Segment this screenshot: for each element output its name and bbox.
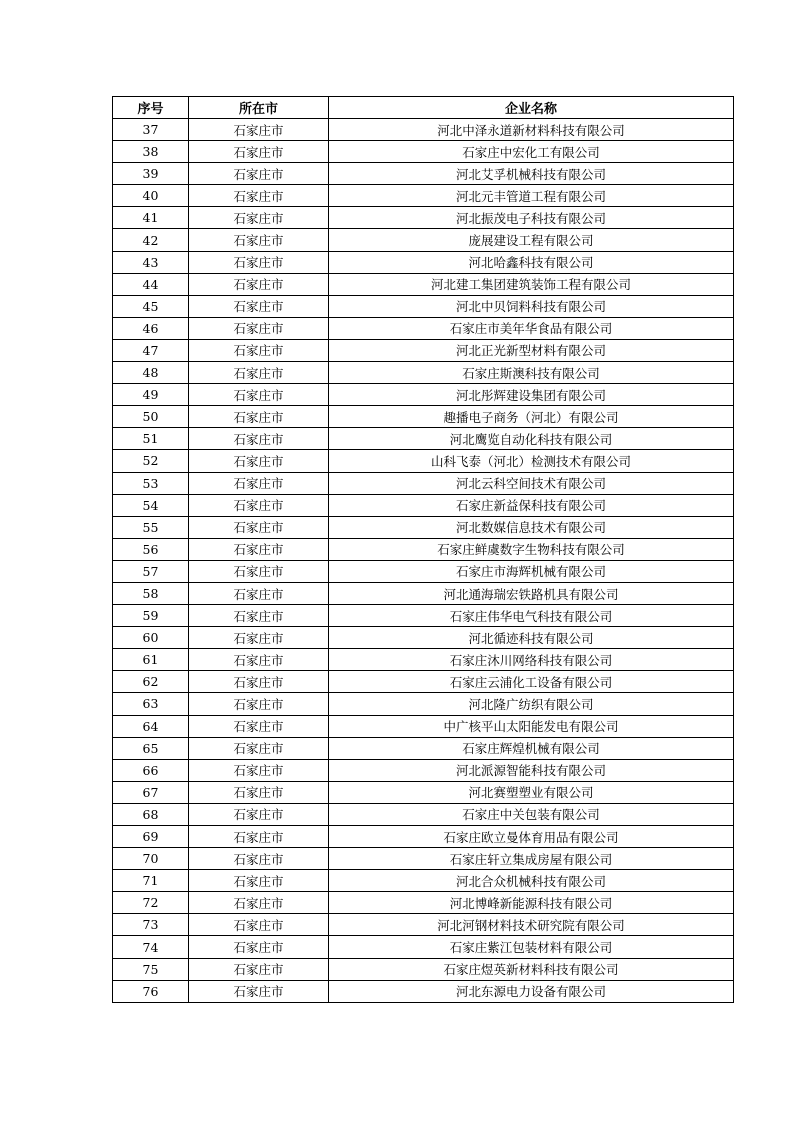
row-city: 石家庄市 [189,715,329,737]
row-serial-number: 45 [113,295,189,317]
row-company-name: 石家庄云浦化工设备有限公司 [329,671,734,693]
row-company-name: 河北云科空间技术有限公司 [329,472,734,494]
table-row [113,185,734,207]
row-serial-number: 39 [113,163,189,185]
row-company-name: 河北博峰新能源科技有限公司 [329,892,734,914]
table-row [113,671,734,693]
row-city: 石家庄市 [189,649,329,671]
row-city: 石家庄市 [189,251,329,273]
row-city: 石家庄市 [189,472,329,494]
row-company-name: 石家庄中关包装有限公司 [329,803,734,825]
header-company-name: 企业名称 [329,97,734,119]
row-company-name: 河北正光新型材料有限公司 [329,339,734,361]
row-serial-number: 53 [113,472,189,494]
row-company-name: 河北东源电力设备有限公司 [329,980,734,1002]
row-serial-number: 60 [113,627,189,649]
row-company-name: 河北派源智能科技有限公司 [329,759,734,781]
row-serial-number: 59 [113,605,189,627]
table-row [113,494,734,516]
row-company-name: 石家庄鲜虞数字生物科技有限公司 [329,538,734,560]
header-serial-number: 序号 [113,97,189,119]
row-company-name: 河北中泽永道新材料科技有限公司 [329,119,734,141]
row-serial-number: 37 [113,119,189,141]
row-serial-number: 38 [113,141,189,163]
row-city: 石家庄市 [189,450,329,472]
row-serial-number: 71 [113,870,189,892]
table-row [113,803,734,825]
table-row [113,163,734,185]
row-serial-number: 67 [113,781,189,803]
row-serial-number: 62 [113,671,189,693]
table-row [113,582,734,604]
table-row [113,980,734,1002]
row-company-name: 河北艾孚机械科技有限公司 [329,163,734,185]
row-city: 石家庄市 [189,605,329,627]
row-serial-number: 76 [113,980,189,1002]
row-city: 石家庄市 [189,163,329,185]
row-company-name: 石家庄斯澳科技有限公司 [329,362,734,384]
table-row [113,892,734,914]
table-row [113,914,734,936]
row-company-name: 河北中贝饲料科技有限公司 [329,295,734,317]
row-serial-number: 40 [113,185,189,207]
row-serial-number: 55 [113,516,189,538]
row-company-name: 石家庄紫江包装材料有限公司 [329,936,734,958]
row-company-name: 河北合众机械科技有限公司 [329,870,734,892]
table-row [113,472,734,494]
row-city: 石家庄市 [189,627,329,649]
row-serial-number: 58 [113,582,189,604]
table-row [113,273,734,295]
row-serial-number: 65 [113,737,189,759]
row-serial-number: 44 [113,273,189,295]
row-company-name: 石家庄辉煌机械有限公司 [329,737,734,759]
row-company-name: 河北通海瑞宏铁路机具有限公司 [329,582,734,604]
row-company-name: 石家庄伟华电气科技有限公司 [329,605,734,627]
company-list-table [112,96,734,1003]
row-city: 石家庄市 [189,339,329,361]
table-row [113,428,734,450]
row-serial-number: 56 [113,538,189,560]
row-city: 石家庄市 [189,826,329,848]
row-company-name: 河北振茂电子科技有限公司 [329,207,734,229]
row-company-name: 河北河钢材料技术研究院有限公司 [329,914,734,936]
row-city: 石家庄市 [189,693,329,715]
row-serial-number: 70 [113,848,189,870]
row-serial-number: 72 [113,892,189,914]
row-city: 石家庄市 [189,958,329,980]
row-city: 石家庄市 [189,870,329,892]
row-company-name: 河北隆广纺织有限公司 [329,693,734,715]
table-row [113,693,734,715]
table-row [113,251,734,273]
row-company-name: 石家庄中宏化工有限公司 [329,141,734,163]
table-row [113,759,734,781]
table-row [113,649,734,671]
row-city: 石家庄市 [189,317,329,339]
table-header [113,97,734,119]
row-company-name: 河北建工集团建筑装饰工程有限公司 [329,273,734,295]
table-row [113,339,734,361]
row-city: 石家庄市 [189,671,329,693]
table-row [113,295,734,317]
row-city: 石家庄市 [189,185,329,207]
row-company-name: 河北循迹科技有限公司 [329,627,734,649]
table-row [113,848,734,870]
row-city: 石家庄市 [189,384,329,406]
row-serial-number: 50 [113,406,189,428]
row-city: 石家庄市 [189,273,329,295]
table-row [113,384,734,406]
table-row [113,605,734,627]
row-serial-number: 61 [113,649,189,671]
table-row [113,870,734,892]
row-serial-number: 51 [113,428,189,450]
table-row [113,516,734,538]
row-company-name: 河北元丰管道工程有限公司 [329,185,734,207]
row-serial-number: 75 [113,958,189,980]
table-body [113,119,734,1003]
table-row [113,627,734,649]
table-row [113,141,734,163]
table-row [113,119,734,141]
row-city: 石家庄市 [189,538,329,560]
table-row [113,317,734,339]
row-city: 石家庄市 [189,119,329,141]
table-row [113,229,734,251]
table-row [113,362,734,384]
table-row [113,781,734,803]
row-company-name: 石家庄沐川网络科技有限公司 [329,649,734,671]
row-city: 石家庄市 [189,759,329,781]
row-company-name: 庞展建设工程有限公司 [329,229,734,251]
row-city: 石家庄市 [189,428,329,450]
row-serial-number: 74 [113,936,189,958]
row-serial-number: 69 [113,826,189,848]
table-row [113,737,734,759]
row-serial-number: 64 [113,715,189,737]
row-company-name: 河北彤辉建设集团有限公司 [329,384,734,406]
row-company-name: 石家庄欧立曼体育用品有限公司 [329,826,734,848]
row-city: 石家庄市 [189,207,329,229]
row-serial-number: 73 [113,914,189,936]
row-company-name: 石家庄市美年华食品有限公司 [329,317,734,339]
row-serial-number: 52 [113,450,189,472]
row-company-name: 石家庄煜英新材料科技有限公司 [329,958,734,980]
header-row [113,97,734,119]
row-city: 石家庄市 [189,781,329,803]
row-city: 石家庄市 [189,494,329,516]
row-serial-number: 41 [113,207,189,229]
row-city: 石家庄市 [189,892,329,914]
table-row [113,538,734,560]
row-city: 石家庄市 [189,406,329,428]
row-city: 石家庄市 [189,516,329,538]
table-row [113,450,734,472]
row-company-name: 山科飞泰（河北）检测技术有限公司 [329,450,734,472]
row-city: 石家庄市 [189,936,329,958]
row-company-name: 中广核平山太阳能发电有限公司 [329,715,734,737]
row-serial-number: 49 [113,384,189,406]
table-row [113,826,734,848]
row-city: 石家庄市 [189,141,329,163]
row-city: 石家庄市 [189,980,329,1002]
row-serial-number: 43 [113,251,189,273]
row-serial-number: 42 [113,229,189,251]
header-city: 所在市 [189,97,329,119]
row-city: 石家庄市 [189,848,329,870]
row-serial-number: 63 [113,693,189,715]
row-serial-number: 48 [113,362,189,384]
row-city: 石家庄市 [189,914,329,936]
table-row [113,207,734,229]
row-city: 石家庄市 [189,582,329,604]
row-company-name: 石家庄轩立集成房屋有限公司 [329,848,734,870]
table-row [113,406,734,428]
row-company-name: 石家庄新益保科技有限公司 [329,494,734,516]
table-row [113,560,734,582]
table-row [113,958,734,980]
row-company-name: 河北哈鑫科技有限公司 [329,251,734,273]
row-company-name: 河北鹰览自动化科技有限公司 [329,428,734,450]
row-serial-number: 68 [113,803,189,825]
row-serial-number: 46 [113,317,189,339]
row-city: 石家庄市 [189,560,329,582]
row-serial-number: 66 [113,759,189,781]
row-city: 石家庄市 [189,737,329,759]
row-serial-number: 54 [113,494,189,516]
row-city: 石家庄市 [189,295,329,317]
row-company-name: 石家庄市海辉机械有限公司 [329,560,734,582]
table-row [113,936,734,958]
row-serial-number: 47 [113,339,189,361]
row-company-name: 趣播电子商务（河北）有限公司 [329,406,734,428]
row-company-name: 河北赛塑塑业有限公司 [329,781,734,803]
table-row [113,715,734,737]
row-serial-number: 57 [113,560,189,582]
row-company-name: 河北数媒信息技术有限公司 [329,516,734,538]
row-city: 石家庄市 [189,362,329,384]
row-city: 石家庄市 [189,803,329,825]
row-city: 石家庄市 [189,229,329,251]
